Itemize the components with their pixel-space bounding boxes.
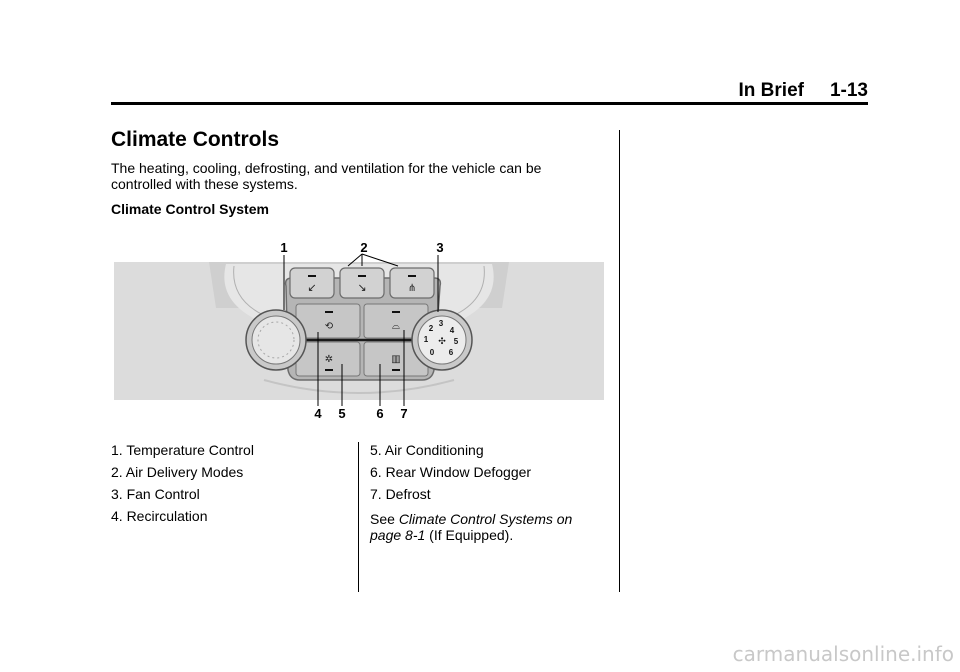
fan-icon: ✣	[438, 337, 446, 347]
rear-defog-icon: ▥	[391, 354, 401, 365]
fan-mark-2: 2	[428, 324, 434, 333]
mode-vent-icon: ↙	[307, 281, 317, 294]
see-suffix: (If Equipped).	[425, 527, 514, 543]
legend-list-left	[111, 442, 254, 530]
callout-3: 3	[436, 240, 444, 255]
column-divider-right	[619, 130, 620, 592]
callout-2: 2	[360, 240, 368, 255]
header-right	[739, 80, 868, 102]
figure-subheading: Climate Control System	[111, 201, 269, 217]
mode-defrost-floor-icon: ⋔	[407, 283, 417, 294]
see-prefix: See	[370, 511, 399, 527]
column-divider-middle	[358, 442, 359, 592]
recirculation-icon: ⟲	[324, 321, 334, 332]
page-number: 1-13	[829, 80, 868, 101]
legend-list-right	[370, 442, 531, 508]
chapter-title: In Brief	[738, 80, 804, 101]
section-title: Climate Controls	[111, 128, 280, 151]
fan-mark-3: 3	[438, 319, 444, 328]
defrost-icon: ⌓	[392, 321, 400, 332]
callout-1: 1	[280, 240, 288, 255]
legend-item: 2. Air Delivery Modes	[111, 464, 244, 480]
header-rule	[111, 102, 868, 105]
fan-mark-4: 4	[449, 326, 455, 335]
climate-control-figure	[114, 238, 604, 418]
legend-item: 1. Temperature Control	[111, 442, 254, 458]
fan-mark-6: 6	[448, 348, 454, 357]
legend-item: 5. Air Conditioning	[370, 442, 484, 458]
mode-floor-icon: ↘	[357, 281, 367, 294]
legend-item: 7. Defrost	[370, 486, 431, 502]
legend-item: 3. Fan Control	[111, 486, 200, 502]
callout-6: 6	[376, 406, 384, 418]
callout-4: 4	[314, 406, 322, 418]
fan-mark-5: 5	[453, 337, 459, 346]
snowflake-icon: ✲	[324, 354, 334, 365]
climate-panel-illustration	[114, 238, 604, 418]
page-header	[111, 80, 868, 102]
see-also-note	[370, 511, 600, 543]
watermark: carmanualsonline.info	[732, 642, 954, 666]
cross-reference-link[interactable]: Climate Control Systems on page 8-1	[370, 511, 573, 543]
fan-mark-1: 1	[423, 335, 429, 344]
callout-7: 7	[400, 406, 408, 418]
legend-item: 4. Recirculation	[111, 508, 208, 524]
callout-5: 5	[338, 406, 346, 418]
fan-mark-0: 0	[429, 348, 435, 357]
legend-item: 6. Rear Window Defogger	[370, 464, 532, 480]
temperature-dial-knob	[252, 316, 300, 364]
intro-paragraph: The heating, cooling, defrosting, and ventilation for the vehicle can be controlled with these systems.	[111, 160, 542, 192]
